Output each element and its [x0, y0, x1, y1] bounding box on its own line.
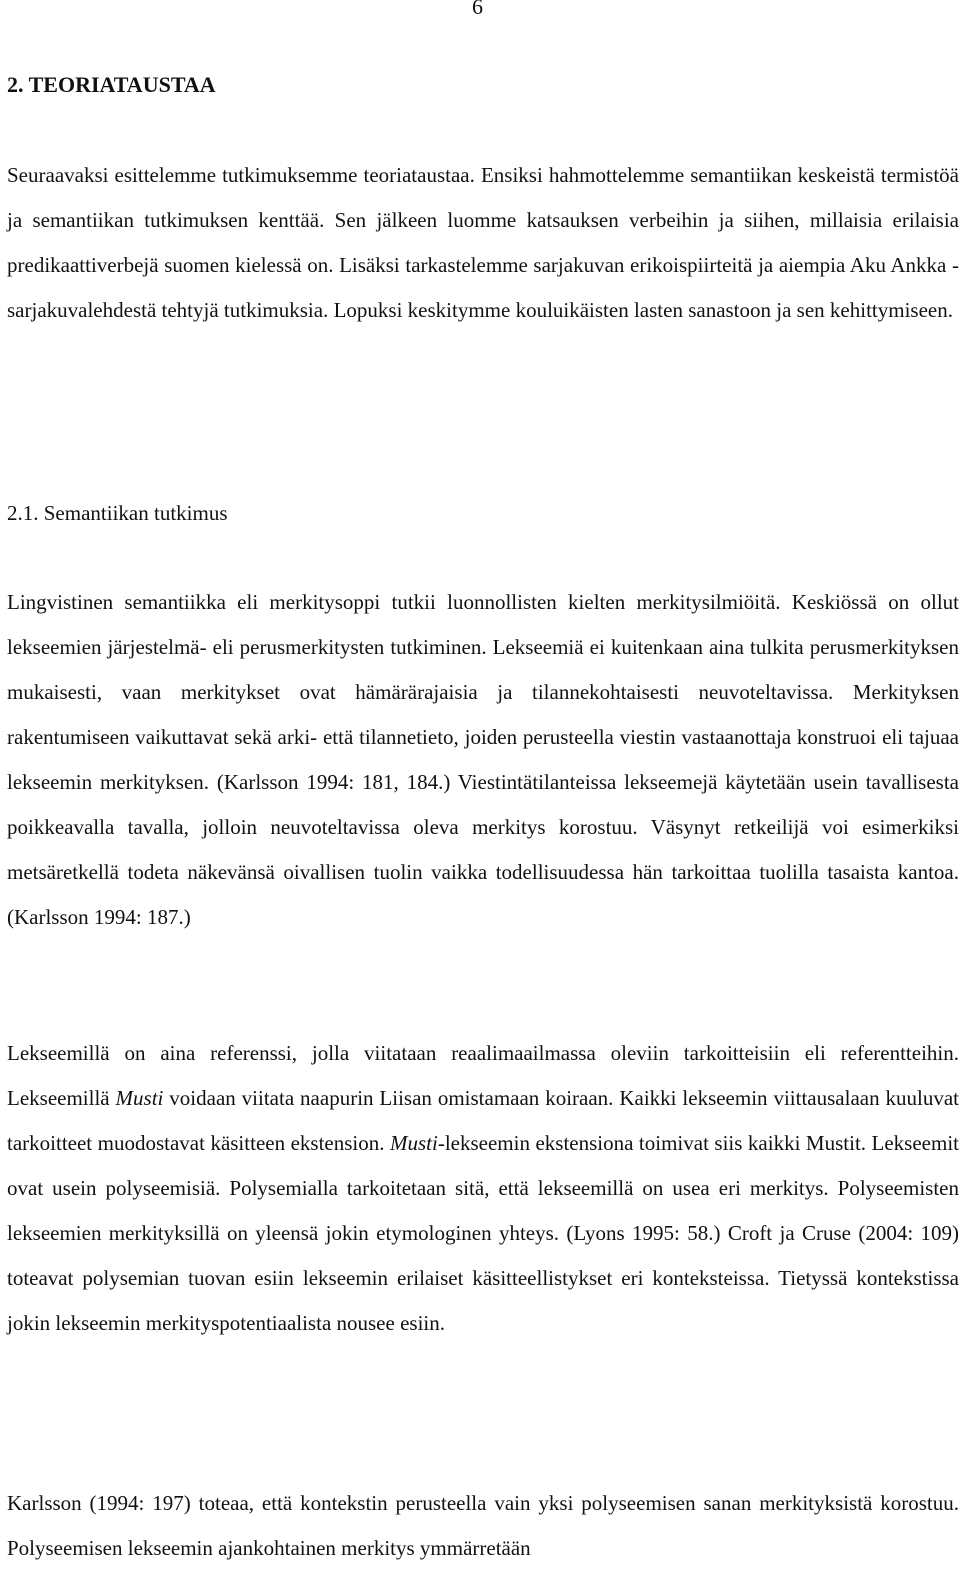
section-heading: 2.1. Semantiikan tutkimus [7, 501, 228, 525]
page-number: 6 [472, 0, 483, 19]
text-segment: -lekseemin ekstensiona toimivat siis kaikki Mustit. Lekseemit ovat usein polyseemisiä. Polysemialla tarkoitetaan sitä, että lekseemillä on usea eri merkitys. Polyseemisten lekseemien merkityksillä on yleensä jokin etymologinen yhteys. (Lyons 1995: 58.) Croft ja Cruse (2004: 109) toteavat polysemian tuovan esiin lekseemin erilaiset käsitteellistykset eri konteksteissa. Tietyssä kontekstissa jokin lekseemin merkityspotentiaalista nousee esiin. [7, 1131, 959, 1335]
italic-term: Musti [115, 1086, 164, 1110]
italic-term: Musti [389, 1131, 438, 1155]
body-paragraph: Lingvistinen semantiikka eli merkitysoppi tutkii luonnollisten kielten merkitysilmiöitä. Keskiössä on ollut lekseemien järjestelmä- eli perusmerkitysten tutkiminen. Lekseemiä ei kuitenkaan aina tulkita perusmerkityksen mukaisesti, vaan merkitykset ovat hämärärajaisia ja tilannekohtaisesti neuvoteltavissa. Merkityksen rakentumiseen vaikuttavat sekä arki- että tilannetieto, joiden perusteella viestin vastaanottaja konstruoi eli tajuaa lekseemin merkityksen. (Karlsson 1994: 181, 184.) Viestintätilanteissa lekseemejä käytetään usein tavallisesta poikkeavalla tavalla, jolloin neuvoteltavissa oleva merkitys korostuu. Väsynyt retkeilijä voi esimerkiksi metsäretkellä todeta näkevänsä oivallisen tuolin vaikka todellisuudessa hän tarkoittaa tuolilla tasaista kantoa. (Karlsson 1994: 187.) [7, 590, 959, 929]
text-segment: Lekseemillä on aina referenssi, jolla viitataan reaalimaailmassa oleviin tarkoitteisiin eli referentteihin. Lekseemillä [7, 1041, 959, 1110]
body-paragraph: Karlsson (1994: 197) toteaa, että kontekstin perusteella vain yksi polyseemisen sanan merkityksistä korostuu. Polyseemisen lekseemin ajankohtainen merkitys ymmärretään [7, 1491, 959, 1560]
text-segment: voidaan viitata naapurin Liisan omistamaan koiraan. Kaikki lekseemin viittausalaan kuuluvat tarkoitteet muodostavat käsitteen ekstension. [7, 1086, 959, 1155]
chapter-heading: 2. TEORIATAUSTAA [7, 72, 216, 97]
intro-paragraph: Seuraavaksi esittelemme tutkimuksemme teoriataustaa. Ensiksi hahmottelemme semantiikan keskeistä termistöä ja semantiikan tutkimuksen kenttää. Sen jälkeen luomme katsauksen verbeihin ja siihen, millaisia erilaisia predikaattiverbejä suomen kielessä on. Lisäksi tarkastelemme sarjakuvan erikoispiirteitä ja aiempia Aku Ankka -sarjakuvalehdestä tehtyjä tutkimuksia. Lopuksi keskitymme kouluikäisten lasten sanastoon ja sen kehittymiseen. [7, 163, 959, 322]
body-paragraph [7, 1031, 959, 1346]
